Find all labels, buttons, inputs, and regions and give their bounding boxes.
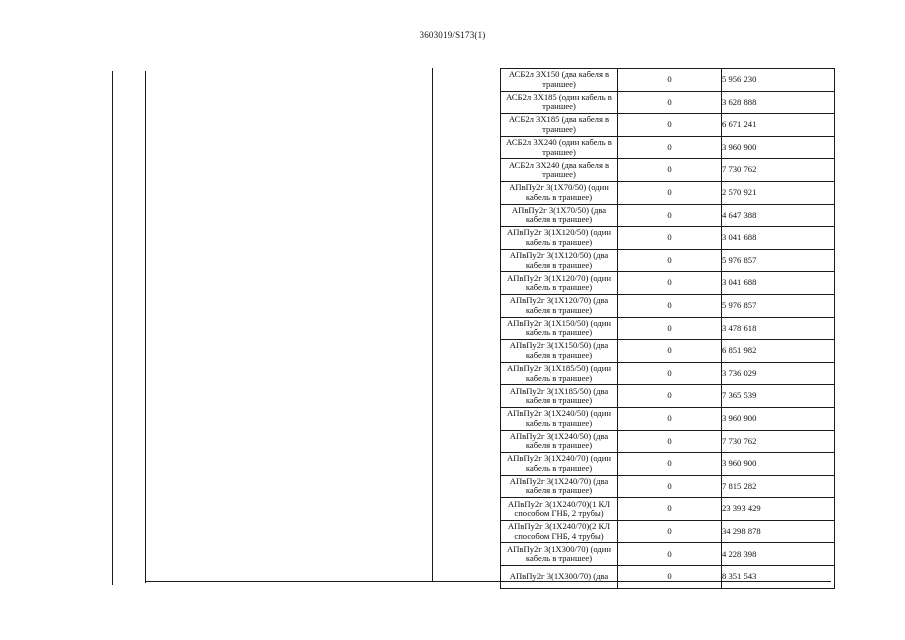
zero-value-cell: 0: [618, 385, 722, 408]
cost-value-cell: 7 730 762: [722, 159, 835, 182]
cable-name-cell: АПвПу2г 3(1Х120/50) (один кабель в траншее): [501, 227, 618, 250]
table-row: [501, 181, 835, 204]
table-row: [501, 204, 835, 227]
cable-name-cell: АПвПу2г 3(1Х240/70) (один кабель в траншее): [501, 453, 618, 476]
zero-value-cell: 0: [618, 543, 722, 566]
cost-value-cell: 7 730 762: [722, 430, 835, 453]
table-row: [501, 566, 835, 589]
zero-value-cell: 0: [618, 91, 722, 114]
table-row: [501, 249, 835, 272]
cost-value-cell: 3 041 688: [722, 227, 835, 250]
cost-value-cell: 4 228 398: [722, 543, 835, 566]
cable-name-cell: АПвПу2г 3(1Х120/70) (один кабель в траншее): [501, 272, 618, 295]
cost-value-cell: 3 628 888: [722, 91, 835, 114]
cable-name-cell: АПвПу2г 3(1Х240/50) (два кабеля в траншее): [501, 430, 618, 453]
table-row: [501, 430, 835, 453]
zero-value-cell: 0: [618, 362, 722, 385]
cable-name-cell: АСБ2л 3Х185 (два кабеля в траншее): [501, 114, 618, 137]
table-row: [501, 407, 835, 430]
cable-name-cell: АПвПу2г 3(1Х300/70) (два: [501, 566, 618, 589]
left-margin-rule: [112, 71, 113, 585]
cable-name-cell: АСБ2л 3Х150 (два кабеля в траншее): [501, 69, 618, 92]
table-row: [501, 340, 835, 363]
table-row: [501, 114, 835, 137]
table-row: [501, 543, 835, 566]
cable-name-cell: АПвПу2г 3(1Х150/50) (один кабель в траншее): [501, 317, 618, 340]
zero-value-cell: 0: [618, 69, 722, 92]
cable-name-cell: АПвПу2г 3(1Х240/70) (два кабеля в траншее): [501, 475, 618, 498]
cost-value-cell: 3 736 029: [722, 362, 835, 385]
cost-value-cell: 3 478 618: [722, 317, 835, 340]
cable-cost-table: [500, 68, 835, 589]
cost-value-cell: 3 960 900: [722, 453, 835, 476]
cable-name-cell: АПвПу2г 3(1Х300/70) (один кабель в траншее): [501, 543, 618, 566]
cable-name-cell: АПвПу2г 3(1Х150/50) (два кабеля в траншее): [501, 340, 618, 363]
cable-name-cell: АСБ2л 3Х240 (два кабеля в траншее): [501, 159, 618, 182]
cable-name-cell: АПвПу2г 3(1Х120/70) (два кабеля в траншее): [501, 294, 618, 317]
cost-value-cell: 4 647 388: [722, 204, 835, 227]
cost-value-cell: 5 976 857: [722, 294, 835, 317]
cable-name-cell: АПвПу2г 3(1Х70/50) (один кабель в траншее): [501, 181, 618, 204]
zero-value-cell: 0: [618, 159, 722, 182]
cost-value-cell: 5 956 230: [722, 69, 835, 92]
zero-value-cell: 0: [618, 498, 722, 521]
cable-name-cell: АСБ2л 3Х185 (один кабель в траншее): [501, 91, 618, 114]
cost-value-cell: 7 365 539: [722, 385, 835, 408]
cost-value-cell: 3 960 900: [722, 407, 835, 430]
zero-value-cell: 0: [618, 520, 722, 543]
zero-value-cell: 0: [618, 136, 722, 159]
zero-value-cell: 0: [618, 204, 722, 227]
table-body: [501, 69, 835, 589]
cost-value-cell: 6 671 241: [722, 114, 835, 137]
cable-name-cell: АПвПу2г 3(1Х185/50) (один кабель в траншее): [501, 362, 618, 385]
table-row: [501, 317, 835, 340]
table-row: [501, 453, 835, 476]
table-row: [501, 475, 835, 498]
cable-name-cell: АПвПу2г 3(1Х70/50) (два кабеля в траншее): [501, 204, 618, 227]
cost-value-cell: 3 041 688: [722, 272, 835, 295]
table-row: [501, 136, 835, 159]
zero-value-cell: 0: [618, 340, 722, 363]
zero-value-cell: 0: [618, 566, 722, 589]
table-row: [501, 272, 835, 295]
zero-value-cell: 0: [618, 272, 722, 295]
cost-value-cell: 34 298 878: [722, 520, 835, 543]
table-row: [501, 227, 835, 250]
zero-value-cell: 0: [618, 181, 722, 204]
zero-value-cell: 0: [618, 407, 722, 430]
cost-value-cell: 8 351 543: [722, 566, 835, 589]
cost-value-cell: 5 976 857: [722, 249, 835, 272]
zero-value-cell: 0: [618, 294, 722, 317]
table-row: [501, 69, 835, 92]
table-row: [501, 498, 835, 521]
first-column-rule: [145, 71, 146, 583]
table-row: [501, 294, 835, 317]
cost-value-cell: 7 815 282: [722, 475, 835, 498]
zero-value-cell: 0: [618, 249, 722, 272]
table-row: [501, 385, 835, 408]
cable-name-cell: АПвПу2г 3(1Х240/70)(1 КЛ способом ГНБ, 2 трубы): [501, 498, 618, 521]
table-row: [501, 362, 835, 385]
zero-value-cell: 0: [618, 453, 722, 476]
cable-name-cell: АПвПу2г 3(1Х240/50) (один кабель в траншее): [501, 407, 618, 430]
document-header: 3603019/S173(1): [419, 30, 486, 40]
cost-value-cell: 2 570 921: [722, 181, 835, 204]
zero-value-cell: 0: [618, 430, 722, 453]
cable-name-cell: АПвПу2г 3(1Х240/70)(2 КЛ способом ГНБ, 4 трубы): [501, 520, 618, 543]
cost-value-cell: 3 960 900: [722, 136, 835, 159]
cost-value-cell: 6 851 982: [722, 340, 835, 363]
zero-value-cell: 0: [618, 475, 722, 498]
zero-value-cell: 0: [618, 317, 722, 340]
table-row: [501, 520, 835, 543]
zero-value-cell: 0: [618, 114, 722, 137]
zero-value-cell: 0: [618, 227, 722, 250]
cost-value-cell: 23 393 429: [722, 498, 835, 521]
cable-name-cell: АПвПу2г 3(1Х120/50) (два кабеля в траншее): [501, 249, 618, 272]
table-row: [501, 159, 835, 182]
cable-name-cell: АПвПу2г 3(1Х185/50) (два кабеля в траншее): [501, 385, 618, 408]
table-row: [501, 91, 835, 114]
middle-column-rule: [432, 68, 433, 582]
cable-name-cell: АСБ2л 3Х240 (один кабель в траншее): [501, 136, 618, 159]
